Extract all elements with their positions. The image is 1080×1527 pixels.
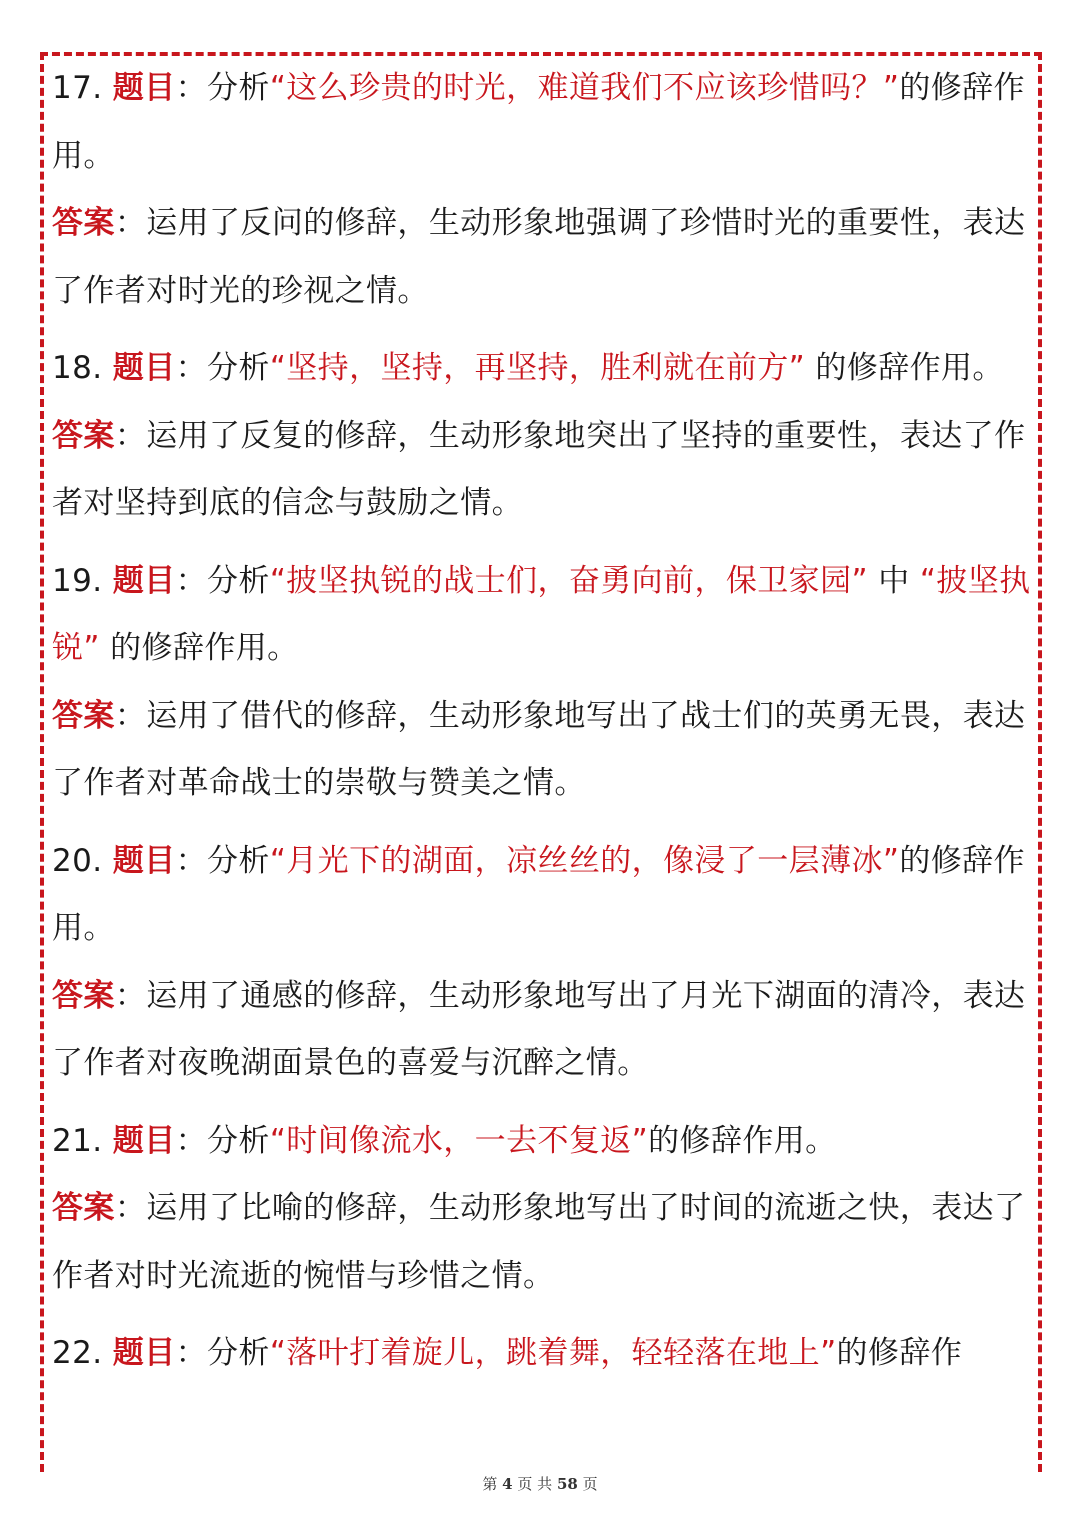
question-quote-2: “披坚执锐”	[52, 562, 1031, 666]
footer-prefix: 第	[482, 1475, 498, 1493]
question-label: 题目	[112, 1122, 176, 1159]
question-label: 题目	[112, 842, 176, 879]
question-mid: 中	[878, 562, 910, 599]
question-quote: “坚持，坚持，再坚持，胜利就在前方”	[269, 350, 806, 386]
question-tail: 的修辞作	[836, 1335, 963, 1371]
analyze-word: 分析	[207, 842, 270, 879]
question-label: 题目	[112, 1335, 176, 1371]
answer-text: 运用了借代的修辞，生动形象地写出了战士们的英勇无畏，表达了作者对革命战士的崇敬与赞美之情。	[52, 697, 1026, 801]
question-quote: “披坚执锐的战士们，奋勇向前，保卫家园”	[269, 562, 868, 599]
question-row: 21. 题目：分析“时间像流水，一去不复返”的修辞作用。	[52, 1122, 837, 1159]
question-tail: 的修辞作用。	[52, 842, 1025, 946]
question-row: 18. 题目：分析“坚持，坚持，再坚持，胜利就在前方” 的修辞作用。	[52, 350, 1004, 386]
question-tail: 的修辞作用。	[110, 630, 299, 666]
analyze-word: 分析	[207, 70, 270, 106]
question-number: 22.	[52, 1335, 103, 1371]
qa-item-19	[52, 548, 1037, 818]
answer-row: 答案：运用了反复的修辞，生动形象地突出了坚持的重要性，表达了作者对坚持到底的信念与鼓励之情。	[52, 417, 1026, 521]
qa-item-21	[52, 1108, 1037, 1311]
page-footer	[0, 1472, 1080, 1496]
answer-text: 运用了反复的修辞，生动形象地突出了坚持的重要性，表达了作者对坚持到底的信念与鼓励之情。	[52, 417, 1026, 521]
question-quote: “这么珍贵的时光，难道我们不应该珍惜吗？”	[269, 70, 900, 106]
question-number: 21.	[52, 1122, 103, 1159]
answer-row: 答案：运用了借代的修辞，生动形象地写出了战士们的英勇无畏，表达了作者对革命战士的崇敬与赞美之情。	[52, 697, 1026, 801]
analyze-word: 分析	[207, 562, 270, 599]
answer-row: 答案：运用了通感的修辞，生动形象地写出了月光下湖面的清冷，表达了作者对夜晚湖面景色的喜爱与沉醉之情。	[52, 977, 1026, 1081]
answer-label: 答案	[52, 1190, 115, 1226]
question-row: 20. 题目：分析“月光下的湖面，凉丝丝的，像浸了一层薄冰”的修辞作用。	[52, 842, 1025, 946]
analyze-word: 分析	[207, 350, 270, 386]
qa-item-17	[52, 55, 1037, 325]
analyze-word: 分析	[207, 1122, 270, 1159]
question-number: 19.	[52, 562, 103, 599]
analyze-word: 分析	[207, 1335, 270, 1371]
question-label: 题目	[112, 350, 176, 386]
qa-item-18	[52, 335, 1037, 538]
question-quote: “落叶打着旋儿，跳着舞，轻轻落在地上”	[269, 1335, 837, 1371]
answer-label: 答案	[52, 977, 115, 1014]
answer-text: 运用了比喻的修辞，生动形象地写出了时间的流逝之快，表达了作者对时光流逝的惋惜与珍惜之情。	[52, 1190, 1026, 1294]
answer-label: 答案	[52, 205, 115, 241]
question-row: 19. 题目：分析“披坚执锐的战士们，奋勇向前，保卫家园” 中 “披坚执锐” 的修辞作用。	[52, 562, 1031, 666]
footer-middle: 页 共	[517, 1475, 553, 1493]
question-tail: 的修辞作用。	[52, 70, 1025, 174]
question-label: 题目	[112, 562, 176, 599]
question-quote: “月光下的湖面，凉丝丝的，像浸了一层薄冰”	[269, 842, 900, 879]
answer-text: 运用了通感的修辞，生动形象地写出了月光下湖面的清冷，表达了作者对夜晚湖面景色的喜爱与沉醉之情。	[52, 977, 1026, 1081]
question-tail: 的修辞作用。	[815, 350, 1004, 386]
question-quote: “时间像流水，一去不复返”	[269, 1122, 649, 1159]
question-number: 18.	[52, 350, 103, 386]
qa-item-22	[52, 1320, 1037, 1388]
qa-item-20	[52, 828, 1037, 1098]
question-number: 20.	[52, 842, 103, 879]
footer-page-number: 4	[502, 1475, 513, 1493]
question-row: 22. 题目：分析“落叶打着旋儿，跳着舞，轻轻落在地上”的修辞作	[52, 1335, 963, 1371]
answer-label: 答案	[52, 417, 115, 454]
qa-content	[52, 55, 1037, 1398]
question-row: 17. 题目：分析“这么珍贵的时光，难道我们不应该珍惜吗？”的修辞作用。	[52, 70, 1025, 174]
answer-label: 答案	[52, 697, 115, 734]
answer-row: 答案：运用了比喻的修辞，生动形象地写出了时间的流逝之快，表达了作者对时光流逝的惋惜与珍惜之情。	[52, 1190, 1026, 1294]
question-tail: 的修辞作用。	[648, 1122, 837, 1159]
answer-text: 运用了反问的修辞，生动形象地强调了珍惜时光的重要性，表达了作者对时光的珍视之情。	[52, 205, 1026, 309]
footer-total-pages: 58	[556, 1475, 578, 1493]
answer-row: 答案：运用了反问的修辞，生动形象地强调了珍惜时光的重要性，表达了作者对时光的珍视之情。	[52, 205, 1026, 309]
question-number: 17.	[52, 70, 103, 106]
question-label: 题目	[112, 70, 176, 106]
footer-suffix: 页	[582, 1475, 598, 1493]
